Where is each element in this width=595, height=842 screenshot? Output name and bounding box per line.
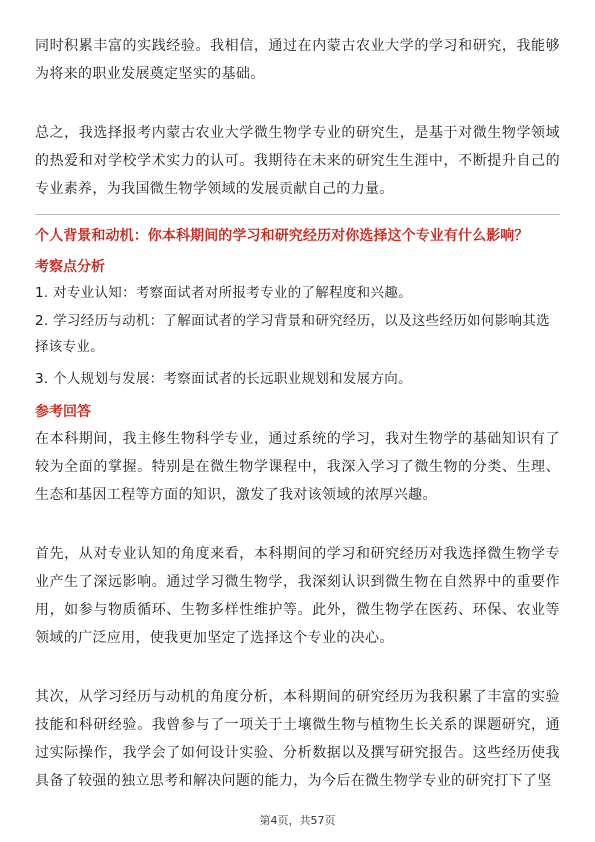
analysis-item-3: 3. 个人规划与发展：考察面试者的长远职业规划和发展方向。 <box>35 371 412 387</box>
intro-paragraph-1: 同时积累丰富的实践经验。我相信，通过在内蒙古农业大学的学习和研究，我能够为将来的职业发展奠定坚实的基础。 <box>35 38 560 82</box>
answer-heading: 参考回答 <box>35 404 91 420</box>
analysis-heading: 考察点分析 <box>35 259 105 275</box>
analysis-item-2: 2. 学习经历与动机：了解面试者的学习背景和研究经历，以及这些经历如何影响其选择该专业。 <box>35 313 550 355</box>
analysis-item-1: 1. 对专业认知：考察面试者对所报考专业的了解程度和兴趣。 <box>35 285 412 301</box>
intro-paragraph-2: 总之，我选择报考内蒙古农业大学微生物学专业的研究生，是基于对微生物学领域的热爱和对学校学术实力的认可。我期待在未来的研究生生涯中，不断提升自己的专业素养，为我国微生物学领域的发展贡献自己的力量。 <box>35 125 560 197</box>
section-divider <box>35 214 560 215</box>
answer-paragraph-3: 其次，从学习经历与动机的角度分析，本科期间的研究经历为我积累了丰富的实验技能和科研经验。我曾参与了一项关于土壤微生物与植物生长关系的课题研究，通过实际操作，我学会了如何设计实验、分析数据以及撰写研究报告。这些经历使我具备了较强的独立思考和解决问题的能力，为今后在微生物学专业的研究打下了坚 <box>35 689 560 789</box>
answer-paragraph-2: 首先，从对专业认知的角度来看，本科期间的学习和研究经历对我选择微生物学专业产生了深远影响。通过学习微生物学，我深刻认识到微生物在自然界中的重要作用，如参与物质循环、生物多样性维护等。此外，微生物学在医药、环保、农业等领域的广泛应用，使我更加坚定了选择这个专业的决心。 <box>35 546 560 646</box>
page-number: 第4页，共57页 <box>259 814 336 827</box>
answer-paragraph-1: 在本科期间，我主修生物科学专业，通过系统的学习，我对生物学的基础知识有了较为全面的掌握。特别是在微生物学课程中，我深入学习了微生物的分类、生理、生态和基因工程等方面的知识，激发了我对该领域的浓厚兴趣。 <box>35 431 560 503</box>
question-heading: 个人背景和动机：你本科期间的学习和研究经历对你选择这个专业有什么影响？ <box>35 228 529 244</box>
